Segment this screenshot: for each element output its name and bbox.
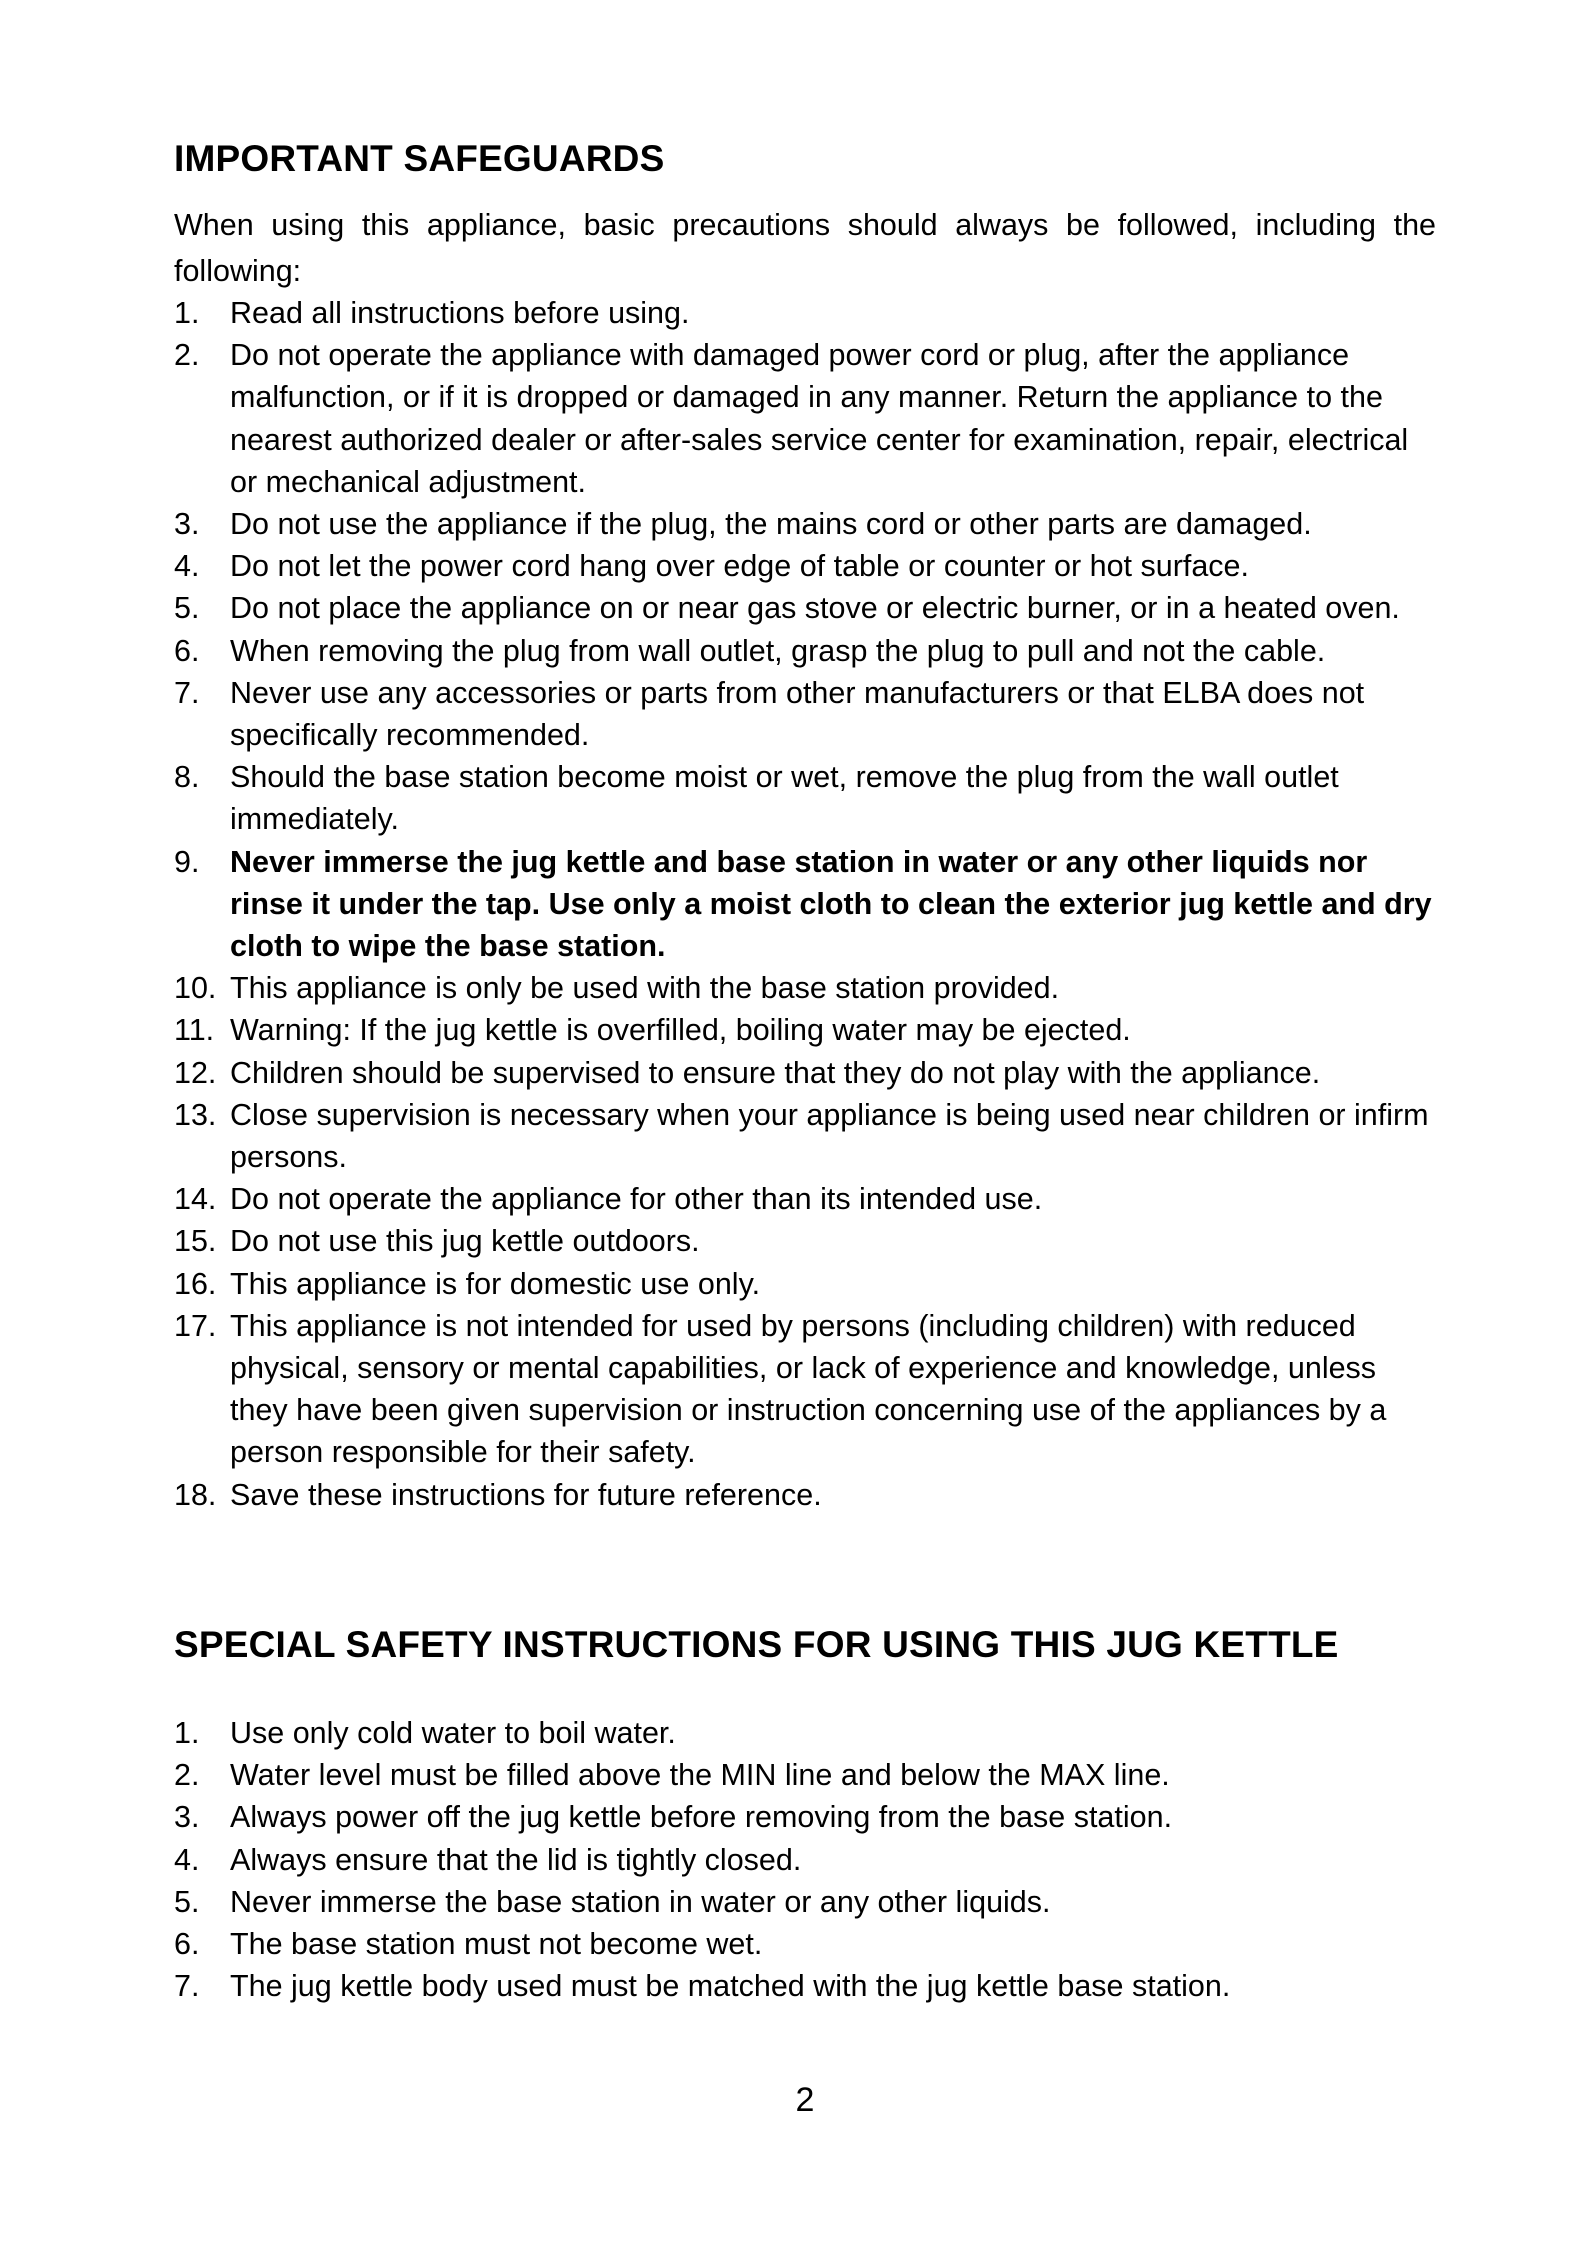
list-item [174, 967, 1436, 1009]
item-number: 15. [174, 1224, 217, 1259]
list-item [174, 1923, 1436, 1965]
special-safety-list [174, 1712, 1436, 2007]
item-number: 16. [174, 1266, 217, 1301]
list-item [174, 1839, 1436, 1881]
list-item [174, 1712, 1436, 1754]
list-item [174, 1796, 1436, 1838]
item-text: Never immerse the jug kettle and base station in water or any other liquids nor rinse it under the tap. Use only a moist cloth to clean the exterior jug kettle and dry cloth to wipe the base station. [230, 844, 1432, 964]
list-item [174, 672, 1436, 756]
item-text: Save these instructions for future reference. [230, 1477, 822, 1512]
item-number: 3. [174, 507, 200, 542]
list-item [174, 1881, 1436, 1923]
list-item [174, 1094, 1436, 1178]
item-number: 12. [174, 1055, 217, 1090]
item-number: 1. [174, 296, 200, 330]
list-item [174, 587, 1436, 629]
item-number: 4. [174, 549, 200, 584]
list-item-emphasized [174, 841, 1436, 968]
item-text: This appliance is not intended for used by persons (including children) with reduced physical, sensory or mental capabilities, or lack of experience and knowledge, unless they have been given supervision or instruction concerning use of the appliances by a person responsible for their safety. [230, 1308, 1387, 1470]
list-item [174, 630, 1436, 672]
page-number: 2 [795, 2081, 815, 2119]
list-item [174, 1263, 1436, 1305]
item-number: 2. [174, 338, 200, 373]
list-item [174, 1052, 1436, 1094]
item-text: Children should be supervised to ensure that they do not play with the appliance. [230, 1055, 1321, 1090]
list-item [174, 1965, 1436, 2007]
section-heading-important-safeguards: IMPORTANT SAFEGUARDS [174, 138, 665, 179]
item-text: The jug kettle body used must be matched with the jug kettle base station. [230, 1969, 1231, 2004]
item-text: Do not let the power cord hang over edge of table or counter or hot surface. [230, 549, 1249, 584]
item-number: 9. [174, 844, 200, 879]
item-text: Never immerse the base station in water or any other liquids. [230, 1884, 1051, 1919]
item-text: Should the base station become moist or wet, remove the plug from the wall outlet immediately. [230, 760, 1339, 837]
item-text: Do not operate the appliance for other than its intended use. [230, 1182, 1043, 1217]
item-text: Always power off the jug kettle before removing from the base station. [230, 1800, 1173, 1835]
item-number: 14. [174, 1182, 217, 1217]
item-number: 13. [174, 1097, 217, 1132]
item-text: Always ensure that the lid is tightly closed. [230, 1842, 802, 1877]
safeguards-list [174, 292, 1436, 1516]
item-text: This appliance is for domestic use only. [230, 1266, 761, 1301]
item-text: Close supervision is necessary when your appliance is being used near children or infirm persons. [230, 1097, 1429, 1175]
list-item [174, 756, 1436, 840]
list-item [174, 545, 1436, 587]
list-item [174, 1754, 1436, 1796]
list-item [174, 1220, 1436, 1262]
item-text: Do not place the appliance on or near gas stove or electric burner, or in a heated oven. [230, 591, 1400, 626]
item-text: Warning: If the jug kettle is overfilled, boiling water may be ejected. [230, 1013, 1131, 1048]
intro-paragraph: When using this appliance, basic precautions should always be followed, including the following: [174, 208, 1436, 288]
list-item [174, 1305, 1436, 1474]
item-number: 7. [174, 675, 200, 710]
list-item [174, 503, 1436, 545]
list-item [174, 1009, 1436, 1051]
item-text: Never use any accessories or parts from other manufacturers or that ELBA does not specifically recommended. [230, 675, 1365, 753]
item-number: 11. [174, 1013, 215, 1048]
item-number: 6. [174, 1927, 200, 1962]
item-text: When removing the plug from wall outlet, grasp the plug to pull and not the cable. [230, 633, 1326, 668]
item-number: 5. [174, 591, 200, 626]
item-text: Do not operate the appliance with damaged power cord or plug, after the appliance malfunction, or if it is dropped or damaged in any manner. Return the appliance to the nearest authorized dealer or after-sales service center for examination, repair, electrical or mechanical adjustment. [230, 338, 1409, 499]
list-item [174, 292, 1436, 334]
item-text: This appliance is only be used with the base station provided. [230, 971, 1060, 1006]
item-number: 4. [174, 1842, 200, 1877]
item-text: Water level must be filled above the MIN line and below the MAX line. [230, 1758, 1170, 1793]
item-text: The base station must not become wet. [230, 1927, 763, 1962]
item-number: 5. [174, 1884, 200, 1919]
item-number: 8. [174, 760, 200, 795]
list-item [174, 1474, 1436, 1516]
item-number: 1. [174, 1716, 200, 1750]
item-number: 6. [174, 633, 200, 668]
section-heading-special-safety: SPECIAL SAFETY INSTRUCTIONS FOR USING THIS JUG KETTLE [174, 1624, 1339, 1665]
item-number: 3. [174, 1800, 200, 1835]
list-item [174, 1178, 1436, 1220]
item-number: 18. [174, 1477, 217, 1512]
item-text: Do not use the appliance if the plug, the mains cord or other parts are damaged. [230, 507, 1312, 542]
item-text: Read all instructions before using. [230, 296, 690, 330]
item-number: 17. [174, 1308, 217, 1343]
item-text: Do not use this jug kettle outdoors. [230, 1224, 700, 1259]
list-item [174, 334, 1436, 503]
item-number: 2. [174, 1758, 200, 1793]
item-number: 10. [174, 971, 217, 1006]
item-number: 7. [174, 1969, 200, 2004]
item-text: Use only cold water to boil water. [230, 1716, 676, 1750]
